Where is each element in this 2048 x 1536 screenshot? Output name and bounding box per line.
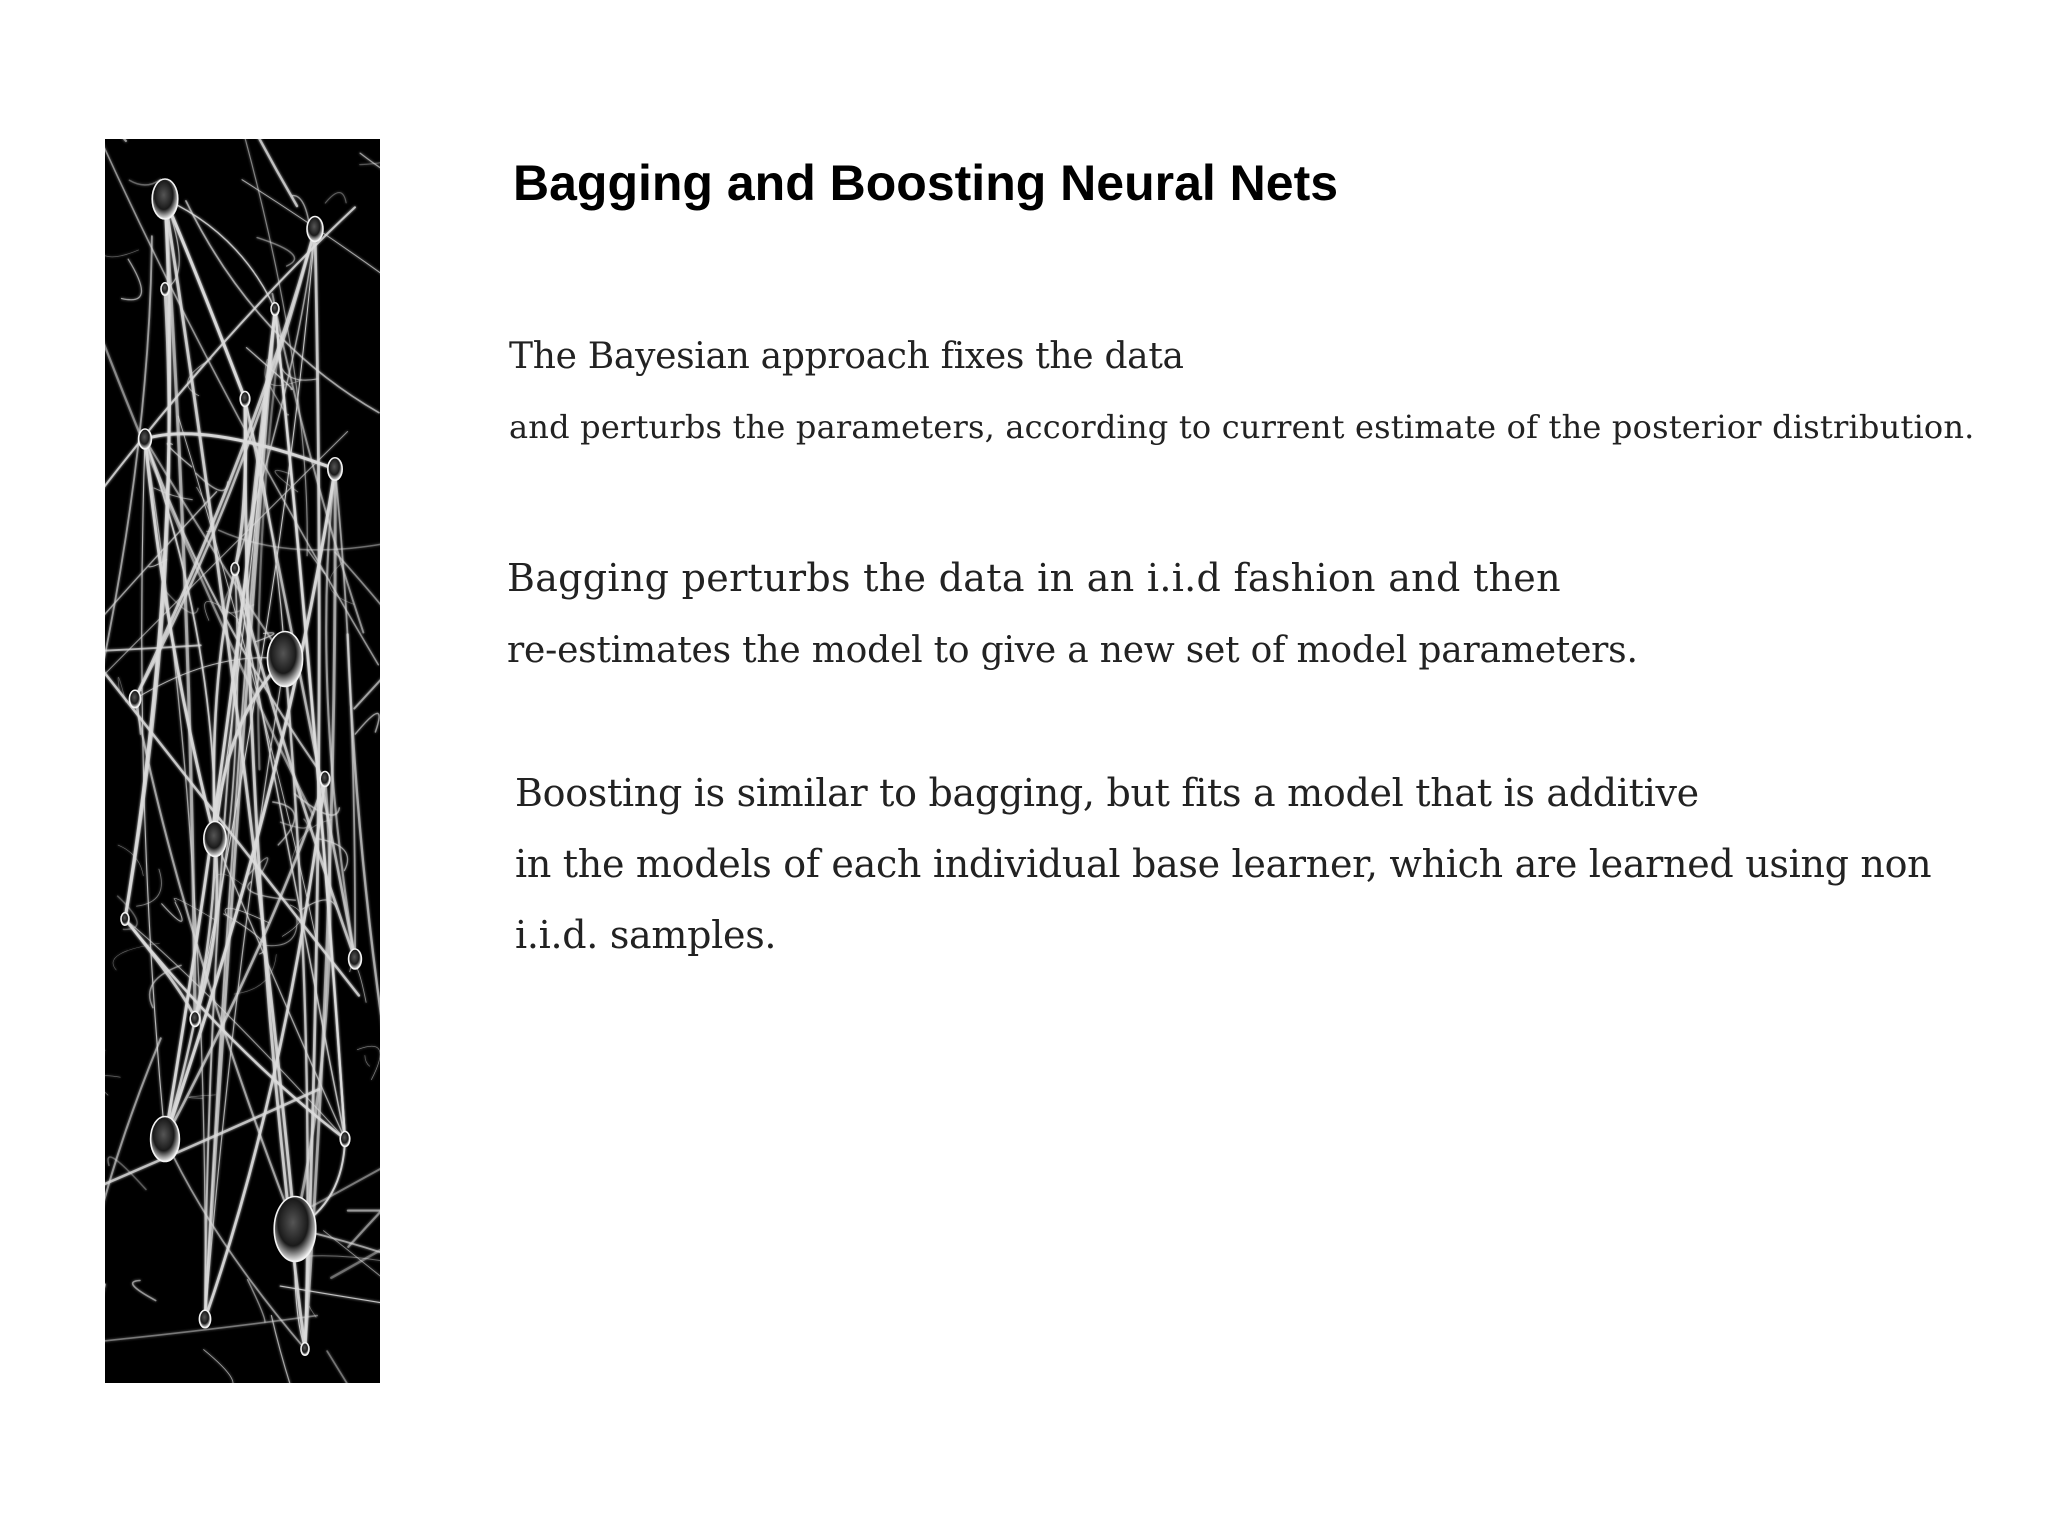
neuron-cell [190, 1012, 200, 1027]
neuron-cell [199, 1310, 210, 1328]
neuron-cell [340, 1132, 350, 1147]
paragraph-line: The Bayesian approach fixes the data [509, 336, 1184, 377]
neuron-cell [240, 392, 250, 407]
neuron-cell [121, 913, 129, 926]
neuron-cell [274, 1197, 316, 1262]
paragraph-bayesian [509, 333, 1975, 449]
neuron-cell [320, 772, 330, 787]
paragraph-line: and perturbs the parameters, according to current estimate of the posterior distribution. [509, 408, 1975, 446]
neuron-cell [204, 822, 226, 857]
neuron-cell [271, 303, 279, 316]
neuron-cell [301, 1343, 309, 1356]
paragraph-line: in the models of each individual base learner, which are learned using non [515, 842, 1932, 886]
neuron-cell [129, 690, 140, 708]
paragraph-line: Bagging perturbs the data in an i.i.d fashion and then [507, 556, 1561, 600]
neuron-network-graphic [105, 139, 380, 1383]
paragraph-bagging [507, 553, 1638, 675]
neuron-cell [151, 1117, 180, 1162]
paragraph-boosting [515, 768, 1931, 981]
neuron-cell [267, 632, 302, 687]
paragraph-line: i.i.d. samples. [515, 913, 777, 957]
slide-title: Bagging and Boosting Neural Nets [513, 155, 1339, 211]
neuron-cell [328, 458, 342, 481]
neuron-cell [161, 283, 169, 296]
neural-network-image [105, 139, 380, 1383]
neuron-cell [152, 179, 178, 219]
paragraph-line: Boosting is similar to bagging, but fits a model that is additive [515, 771, 1699, 815]
paragraph-line: re-estimates the model to give a new set of model parameters. [507, 630, 1638, 671]
neuron-cell [307, 217, 323, 242]
neuron-cell [231, 563, 239, 576]
neuron-cell [349, 949, 362, 969]
neuron-cell [139, 429, 152, 449]
